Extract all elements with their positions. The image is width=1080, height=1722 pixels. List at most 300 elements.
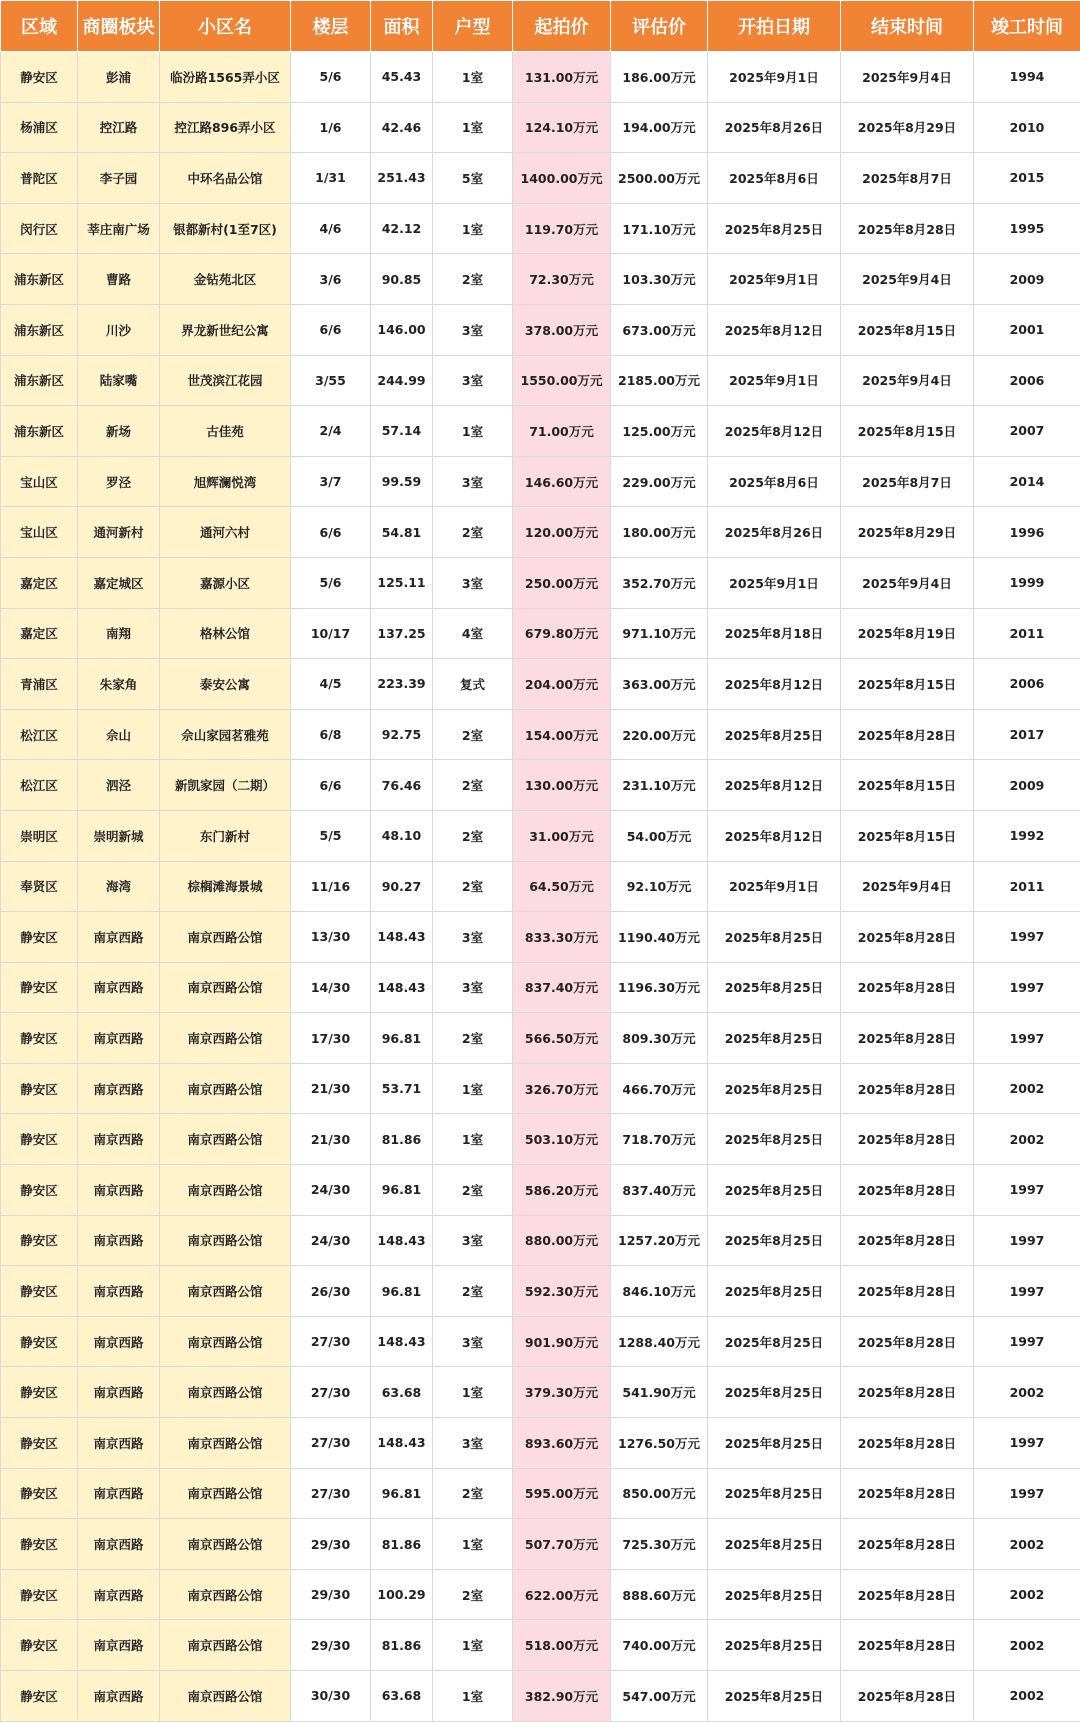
layout-cell: 2室 bbox=[433, 1468, 513, 1519]
district-cell: 静安区 bbox=[1, 1316, 78, 1367]
header-auction-start: 开拍日期 bbox=[708, 1, 841, 52]
appraisal-cell: 850.00万元 bbox=[611, 1468, 708, 1519]
appraisal-cell: 180.00万元 bbox=[611, 507, 708, 558]
layout-cell: 3室 bbox=[433, 912, 513, 963]
business-area-cell: 新场 bbox=[78, 406, 160, 457]
business-area-cell: 南京西路 bbox=[78, 912, 160, 963]
auction-start-cell: 2025年8月12日 bbox=[708, 810, 841, 861]
community-cell: 南京西路公馆 bbox=[160, 1316, 291, 1367]
business-area-cell: 南京西路 bbox=[78, 1569, 160, 1620]
area-cell: 100.29 bbox=[371, 1569, 433, 1620]
table-row bbox=[1, 203, 1080, 254]
completion-year-cell: 1992 bbox=[974, 810, 1080, 861]
business-area-cell: 罗泾 bbox=[78, 456, 160, 507]
area-cell: 42.46 bbox=[371, 102, 433, 153]
floor-cell: 1/31 bbox=[291, 153, 371, 204]
floor-cell: 2/4 bbox=[291, 406, 371, 457]
business-area-cell: 南京西路 bbox=[78, 962, 160, 1013]
floor-cell: 17/30 bbox=[291, 1013, 371, 1064]
start-price-cell: 124.10万元 bbox=[513, 102, 611, 153]
community-cell: 世茂滨江花园 bbox=[160, 355, 291, 406]
header-layout: 户型 bbox=[433, 1, 513, 52]
auction-end-cell: 2025年8月28日 bbox=[841, 1013, 974, 1064]
auction-end-cell: 2025年8月28日 bbox=[841, 709, 974, 760]
area-cell: 99.59 bbox=[371, 456, 433, 507]
community-cell: 南京西路公馆 bbox=[160, 1367, 291, 1418]
completion-year-cell: 2017 bbox=[974, 709, 1080, 760]
business-area-cell: 李子园 bbox=[78, 153, 160, 204]
appraisal-cell: 740.00万元 bbox=[611, 1620, 708, 1671]
auction-end-cell: 2025年9月4日 bbox=[841, 557, 974, 608]
auction-end-cell: 2025年8月28日 bbox=[841, 1569, 974, 1620]
area-cell: 251.43 bbox=[371, 153, 433, 204]
area-cell: 81.86 bbox=[371, 1114, 433, 1165]
layout-cell: 3室 bbox=[433, 304, 513, 355]
floor-cell: 4/6 bbox=[291, 203, 371, 254]
header-community: 小区名 bbox=[160, 1, 291, 52]
district-cell: 静安区 bbox=[1, 1266, 78, 1317]
district-cell: 静安区 bbox=[1, 1620, 78, 1671]
community-cell: 佘山家园茗雅苑 bbox=[160, 709, 291, 760]
auction-end-cell: 2025年8月28日 bbox=[841, 203, 974, 254]
business-area-cell: 彭浦 bbox=[78, 52, 160, 103]
appraisal-cell: 186.00万元 bbox=[611, 52, 708, 103]
start-price-cell: 503.10万元 bbox=[513, 1114, 611, 1165]
district-cell: 嘉定区 bbox=[1, 557, 78, 608]
table-row bbox=[1, 153, 1080, 204]
area-cell: 81.86 bbox=[371, 1519, 433, 1570]
table-row bbox=[1, 557, 1080, 608]
appraisal-cell: 1257.20万元 bbox=[611, 1215, 708, 1266]
appraisal-cell: 541.90万元 bbox=[611, 1367, 708, 1418]
start-price-cell: 119.70万元 bbox=[513, 203, 611, 254]
table-row bbox=[1, 1215, 1080, 1266]
district-cell: 静安区 bbox=[1, 1418, 78, 1469]
district-cell: 静安区 bbox=[1, 1165, 78, 1216]
community-cell: 南京西路公馆 bbox=[160, 1468, 291, 1519]
business-area-cell: 川沙 bbox=[78, 304, 160, 355]
auction-end-cell: 2025年8月28日 bbox=[841, 1165, 974, 1216]
area-cell: 45.43 bbox=[371, 52, 433, 103]
auction-end-cell: 2025年8月28日 bbox=[841, 1063, 974, 1114]
area-cell: 96.81 bbox=[371, 1013, 433, 1064]
header-completion-year: 竣工时间 bbox=[974, 1, 1080, 52]
business-area-cell: 泗泾 bbox=[78, 760, 160, 811]
auction-start-cell: 2025年8月12日 bbox=[708, 304, 841, 355]
layout-cell: 2室 bbox=[433, 507, 513, 558]
community-cell: 古佳苑 bbox=[160, 406, 291, 457]
start-price-cell: 833.30万元 bbox=[513, 912, 611, 963]
table-row bbox=[1, 810, 1080, 861]
appraisal-cell: 837.40万元 bbox=[611, 1165, 708, 1216]
floor-cell: 27/30 bbox=[291, 1367, 371, 1418]
floor-cell: 3/6 bbox=[291, 254, 371, 305]
auction-start-cell: 2025年8月26日 bbox=[708, 507, 841, 558]
auction-start-cell: 2025年8月25日 bbox=[708, 1671, 841, 1722]
table-row bbox=[1, 1367, 1080, 1418]
floor-cell: 26/30 bbox=[291, 1266, 371, 1317]
completion-year-cell: 2002 bbox=[974, 1519, 1080, 1570]
completion-year-cell: 2009 bbox=[974, 760, 1080, 811]
table-row bbox=[1, 1569, 1080, 1620]
layout-cell: 2室 bbox=[433, 1165, 513, 1216]
start-price-cell: 507.70万元 bbox=[513, 1519, 611, 1570]
floor-cell: 27/30 bbox=[291, 1468, 371, 1519]
auction-end-cell: 2025年8月15日 bbox=[841, 659, 974, 710]
table-row bbox=[1, 608, 1080, 659]
community-cell: 通河六村 bbox=[160, 507, 291, 558]
business-area-cell: 陆家嘴 bbox=[78, 355, 160, 406]
appraisal-cell: 229.00万元 bbox=[611, 456, 708, 507]
area-cell: 125.11 bbox=[371, 557, 433, 608]
completion-year-cell: 1999 bbox=[974, 557, 1080, 608]
completion-year-cell: 2002 bbox=[974, 1063, 1080, 1114]
area-cell: 63.68 bbox=[371, 1367, 433, 1418]
district-cell: 杨浦区 bbox=[1, 102, 78, 153]
table-row bbox=[1, 1165, 1080, 1216]
floor-cell: 1/6 bbox=[291, 102, 371, 153]
district-cell: 青浦区 bbox=[1, 659, 78, 710]
completion-year-cell: 1997 bbox=[974, 1266, 1080, 1317]
appraisal-cell: 673.00万元 bbox=[611, 304, 708, 355]
layout-cell: 1室 bbox=[433, 1519, 513, 1570]
start-price-cell: 130.00万元 bbox=[513, 760, 611, 811]
appraisal-cell: 1288.40万元 bbox=[611, 1316, 708, 1367]
layout-cell: 1室 bbox=[433, 1671, 513, 1722]
auction-start-cell: 2025年8月12日 bbox=[708, 659, 841, 710]
auction-start-cell: 2025年8月25日 bbox=[708, 1569, 841, 1620]
auction-end-cell: 2025年9月4日 bbox=[841, 254, 974, 305]
business-area-cell: 南京西路 bbox=[78, 1418, 160, 1469]
district-cell: 静安区 bbox=[1, 1519, 78, 1570]
auction-end-cell: 2025年8月28日 bbox=[841, 1316, 974, 1367]
floor-cell: 24/30 bbox=[291, 1165, 371, 1216]
start-price-cell: 595.00万元 bbox=[513, 1468, 611, 1519]
completion-year-cell: 2015 bbox=[974, 153, 1080, 204]
layout-cell: 1室 bbox=[433, 1063, 513, 1114]
business-area-cell: 曹路 bbox=[78, 254, 160, 305]
community-cell: 南京西路公馆 bbox=[160, 1013, 291, 1064]
completion-year-cell: 2007 bbox=[974, 406, 1080, 457]
auction-start-cell: 2025年9月1日 bbox=[708, 861, 841, 912]
floor-cell: 5/5 bbox=[291, 810, 371, 861]
auction-start-cell: 2025年8月25日 bbox=[708, 1367, 841, 1418]
appraisal-cell: 92.10万元 bbox=[611, 861, 708, 912]
start-price-cell: 518.00万元 bbox=[513, 1620, 611, 1671]
table-row bbox=[1, 1013, 1080, 1064]
district-cell: 浦东新区 bbox=[1, 304, 78, 355]
layout-cell: 3室 bbox=[433, 355, 513, 406]
district-cell: 静安区 bbox=[1, 1013, 78, 1064]
completion-year-cell: 1997 bbox=[974, 1013, 1080, 1064]
table-row bbox=[1, 1620, 1080, 1671]
area-cell: 148.43 bbox=[371, 912, 433, 963]
floor-cell: 6/6 bbox=[291, 304, 371, 355]
layout-cell: 2室 bbox=[433, 861, 513, 912]
layout-cell: 2室 bbox=[433, 709, 513, 760]
area-cell: 148.43 bbox=[371, 1316, 433, 1367]
auction-start-cell: 2025年8月25日 bbox=[708, 1013, 841, 1064]
auction-end-cell: 2025年8月28日 bbox=[841, 1114, 974, 1165]
table-row bbox=[1, 1114, 1080, 1165]
business-area-cell: 南京西路 bbox=[78, 1620, 160, 1671]
start-price-cell: 901.90万元 bbox=[513, 1316, 611, 1367]
layout-cell: 1室 bbox=[433, 203, 513, 254]
floor-cell: 21/30 bbox=[291, 1114, 371, 1165]
start-price-cell: 379.30万元 bbox=[513, 1367, 611, 1418]
auction-start-cell: 2025年8月25日 bbox=[708, 1114, 841, 1165]
auction-start-cell: 2025年8月26日 bbox=[708, 102, 841, 153]
floor-cell: 24/30 bbox=[291, 1215, 371, 1266]
completion-year-cell: 2002 bbox=[974, 1620, 1080, 1671]
appraisal-cell: 809.30万元 bbox=[611, 1013, 708, 1064]
floor-cell: 27/30 bbox=[291, 1316, 371, 1367]
floor-cell: 29/30 bbox=[291, 1569, 371, 1620]
community-cell: 南京西路公馆 bbox=[160, 1620, 291, 1671]
floor-cell: 5/6 bbox=[291, 52, 371, 103]
completion-year-cell: 2010 bbox=[974, 102, 1080, 153]
appraisal-cell: 171.10万元 bbox=[611, 203, 708, 254]
layout-cell: 2室 bbox=[433, 1013, 513, 1064]
start-price-cell: 622.00万元 bbox=[513, 1569, 611, 1620]
header-row bbox=[1, 1, 1080, 52]
completion-year-cell: 1997 bbox=[974, 1418, 1080, 1469]
table-row bbox=[1, 406, 1080, 457]
layout-cell: 2室 bbox=[433, 1266, 513, 1317]
floor-cell: 6/6 bbox=[291, 507, 371, 558]
table-row bbox=[1, 507, 1080, 558]
layout-cell: 2室 bbox=[433, 760, 513, 811]
table-row bbox=[1, 1468, 1080, 1519]
appraisal-cell: 888.60万元 bbox=[611, 1569, 708, 1620]
layout-cell: 1室 bbox=[433, 406, 513, 457]
table-row bbox=[1, 254, 1080, 305]
auction-end-cell: 2025年8月28日 bbox=[841, 1468, 974, 1519]
start-price-cell: 154.00万元 bbox=[513, 709, 611, 760]
community-cell: 中环名品公馆 bbox=[160, 153, 291, 204]
district-cell: 松江区 bbox=[1, 760, 78, 811]
appraisal-cell: 466.70万元 bbox=[611, 1063, 708, 1114]
layout-cell: 3室 bbox=[433, 962, 513, 1013]
appraisal-cell: 220.00万元 bbox=[611, 709, 708, 760]
completion-year-cell: 1997 bbox=[974, 1316, 1080, 1367]
start-price-cell: 72.30万元 bbox=[513, 254, 611, 305]
appraisal-cell: 725.30万元 bbox=[611, 1519, 708, 1570]
completion-year-cell: 2001 bbox=[974, 304, 1080, 355]
start-price-cell: 71.00万元 bbox=[513, 406, 611, 457]
appraisal-cell: 54.00万元 bbox=[611, 810, 708, 861]
area-cell: 48.10 bbox=[371, 810, 433, 861]
district-cell: 静安区 bbox=[1, 1215, 78, 1266]
completion-year-cell: 2009 bbox=[974, 254, 1080, 305]
business-area-cell: 南京西路 bbox=[78, 1671, 160, 1722]
business-area-cell: 佘山 bbox=[78, 709, 160, 760]
header-appraisal: 评估价 bbox=[611, 1, 708, 52]
auction-start-cell: 2025年8月25日 bbox=[708, 1519, 841, 1570]
completion-year-cell: 2002 bbox=[974, 1569, 1080, 1620]
auction-end-cell: 2025年8月28日 bbox=[841, 1620, 974, 1671]
area-cell: 148.43 bbox=[371, 1215, 433, 1266]
community-cell: 南京西路公馆 bbox=[160, 912, 291, 963]
header-auction-end: 结束时间 bbox=[841, 1, 974, 52]
community-cell: 棕榈滩海景城 bbox=[160, 861, 291, 912]
layout-cell: 3室 bbox=[433, 456, 513, 507]
community-cell: 南京西路公馆 bbox=[160, 1215, 291, 1266]
completion-year-cell: 2014 bbox=[974, 456, 1080, 507]
floor-cell: 5/6 bbox=[291, 557, 371, 608]
area-cell: 148.43 bbox=[371, 962, 433, 1013]
community-cell: 金钻苑北区 bbox=[160, 254, 291, 305]
completion-year-cell: 1995 bbox=[974, 203, 1080, 254]
appraisal-cell: 194.00万元 bbox=[611, 102, 708, 153]
auction-start-cell: 2025年8月6日 bbox=[708, 153, 841, 204]
layout-cell: 2室 bbox=[433, 1569, 513, 1620]
table-row bbox=[1, 1316, 1080, 1367]
district-cell: 奉贤区 bbox=[1, 861, 78, 912]
area-cell: 90.27 bbox=[371, 861, 433, 912]
auction-start-cell: 2025年8月25日 bbox=[708, 1418, 841, 1469]
appraisal-cell: 846.10万元 bbox=[611, 1266, 708, 1317]
floor-cell: 11/16 bbox=[291, 861, 371, 912]
header-floor: 楼层 bbox=[291, 1, 371, 52]
auction-start-cell: 2025年8月25日 bbox=[708, 1468, 841, 1519]
table-row bbox=[1, 912, 1080, 963]
start-price-cell: 1550.00万元 bbox=[513, 355, 611, 406]
header-business-area: 商圈板块 bbox=[78, 1, 160, 52]
district-cell: 静安区 bbox=[1, 52, 78, 103]
district-cell: 宝山区 bbox=[1, 456, 78, 507]
table-row bbox=[1, 304, 1080, 355]
layout-cell: 3室 bbox=[433, 1418, 513, 1469]
appraisal-cell: 103.30万元 bbox=[611, 254, 708, 305]
auction-end-cell: 2025年8月28日 bbox=[841, 1418, 974, 1469]
auction-end-cell: 2025年8月29日 bbox=[841, 507, 974, 558]
business-area-cell: 南京西路 bbox=[78, 1316, 160, 1367]
business-area-cell: 南京西路 bbox=[78, 1114, 160, 1165]
completion-year-cell: 2011 bbox=[974, 608, 1080, 659]
floor-cell: 30/30 bbox=[291, 1671, 371, 1722]
floor-cell: 29/30 bbox=[291, 1620, 371, 1671]
table-row bbox=[1, 709, 1080, 760]
completion-year-cell: 1997 bbox=[974, 962, 1080, 1013]
community-cell: 南京西路公馆 bbox=[160, 1519, 291, 1570]
business-area-cell: 南京西路 bbox=[78, 1063, 160, 1114]
area-cell: 137.25 bbox=[371, 608, 433, 659]
auction-end-cell: 2025年8月15日 bbox=[841, 304, 974, 355]
business-area-cell: 南京西路 bbox=[78, 1215, 160, 1266]
completion-year-cell: 1996 bbox=[974, 507, 1080, 558]
start-price-cell: 378.00万元 bbox=[513, 304, 611, 355]
start-price-cell: 893.60万元 bbox=[513, 1418, 611, 1469]
auction-start-cell: 2025年8月18日 bbox=[708, 608, 841, 659]
floor-cell: 13/30 bbox=[291, 912, 371, 963]
community-cell: 新凯家园（二期） bbox=[160, 760, 291, 811]
start-price-cell: 120.00万元 bbox=[513, 507, 611, 558]
appraisal-cell: 352.70万元 bbox=[611, 557, 708, 608]
auction-start-cell: 2025年9月1日 bbox=[708, 254, 841, 305]
appraisal-cell: 2185.00万元 bbox=[611, 355, 708, 406]
layout-cell: 2室 bbox=[433, 810, 513, 861]
auction-start-cell: 2025年8月25日 bbox=[708, 1165, 841, 1216]
community-cell: 南京西路公馆 bbox=[160, 1114, 291, 1165]
floor-cell: 21/30 bbox=[291, 1063, 371, 1114]
community-cell: 格林公馆 bbox=[160, 608, 291, 659]
completion-year-cell: 2002 bbox=[974, 1367, 1080, 1418]
area-cell: 148.43 bbox=[371, 1418, 433, 1469]
community-cell: 南京西路公馆 bbox=[160, 1569, 291, 1620]
table-row bbox=[1, 102, 1080, 153]
appraisal-cell: 1190.40万元 bbox=[611, 912, 708, 963]
appraisal-cell: 125.00万元 bbox=[611, 406, 708, 457]
layout-cell: 复式 bbox=[433, 659, 513, 710]
district-cell: 浦东新区 bbox=[1, 254, 78, 305]
auction-end-cell: 2025年8月28日 bbox=[841, 912, 974, 963]
district-cell: 崇明区 bbox=[1, 810, 78, 861]
auction-start-cell: 2025年8月25日 bbox=[708, 1266, 841, 1317]
table-row bbox=[1, 861, 1080, 912]
auction-start-cell: 2025年8月12日 bbox=[708, 760, 841, 811]
layout-cell: 5室 bbox=[433, 153, 513, 204]
layout-cell: 1室 bbox=[433, 1620, 513, 1671]
district-cell: 静安区 bbox=[1, 912, 78, 963]
community-cell: 南京西路公馆 bbox=[160, 1165, 291, 1216]
start-price-cell: 64.50万元 bbox=[513, 861, 611, 912]
auction-end-cell: 2025年8月7日 bbox=[841, 456, 974, 507]
table-row bbox=[1, 1266, 1080, 1317]
auction-end-cell: 2025年8月19日 bbox=[841, 608, 974, 659]
appraisal-cell: 547.00万元 bbox=[611, 1671, 708, 1722]
area-cell: 54.81 bbox=[371, 507, 433, 558]
business-area-cell: 南翔 bbox=[78, 608, 160, 659]
auction-start-cell: 2025年8月25日 bbox=[708, 962, 841, 1013]
business-area-cell: 海湾 bbox=[78, 861, 160, 912]
community-cell: 旭辉澜悦湾 bbox=[160, 456, 291, 507]
auction-end-cell: 2025年9月4日 bbox=[841, 861, 974, 912]
district-cell: 浦东新区 bbox=[1, 355, 78, 406]
business-area-cell: 莘庄南广场 bbox=[78, 203, 160, 254]
start-price-cell: 31.00万元 bbox=[513, 810, 611, 861]
auction-start-cell: 2025年8月25日 bbox=[708, 1215, 841, 1266]
auction-start-cell: 2025年8月25日 bbox=[708, 1620, 841, 1671]
community-cell: 南京西路公馆 bbox=[160, 1671, 291, 1722]
header-start-price: 起拍价 bbox=[513, 1, 611, 52]
community-cell: 控江路896弄小区 bbox=[160, 102, 291, 153]
community-cell: 东门新村 bbox=[160, 810, 291, 861]
start-price-cell: 382.90万元 bbox=[513, 1671, 611, 1722]
district-cell: 静安区 bbox=[1, 1671, 78, 1722]
district-cell: 松江区 bbox=[1, 709, 78, 760]
community-cell: 泰安公寓 bbox=[160, 659, 291, 710]
completion-year-cell: 2006 bbox=[974, 659, 1080, 710]
area-cell: 96.81 bbox=[371, 1165, 433, 1216]
table-row bbox=[1, 1671, 1080, 1722]
area-cell: 63.68 bbox=[371, 1671, 433, 1722]
auction-end-cell: 2025年8月28日 bbox=[841, 1671, 974, 1722]
auction-start-cell: 2025年9月1日 bbox=[708, 557, 841, 608]
auction-end-cell: 2025年8月7日 bbox=[841, 153, 974, 204]
auction-end-cell: 2025年8月15日 bbox=[841, 810, 974, 861]
area-cell: 96.81 bbox=[371, 1468, 433, 1519]
appraisal-cell: 363.00万元 bbox=[611, 659, 708, 710]
community-cell: 银都新村(1至7区) bbox=[160, 203, 291, 254]
start-price-cell: 566.50万元 bbox=[513, 1013, 611, 1064]
district-cell: 闵行区 bbox=[1, 203, 78, 254]
header-district: 区域 bbox=[1, 1, 78, 52]
layout-cell: 3室 bbox=[433, 557, 513, 608]
business-area-cell: 南京西路 bbox=[78, 1468, 160, 1519]
floor-cell: 29/30 bbox=[291, 1519, 371, 1570]
table-row bbox=[1, 1063, 1080, 1114]
